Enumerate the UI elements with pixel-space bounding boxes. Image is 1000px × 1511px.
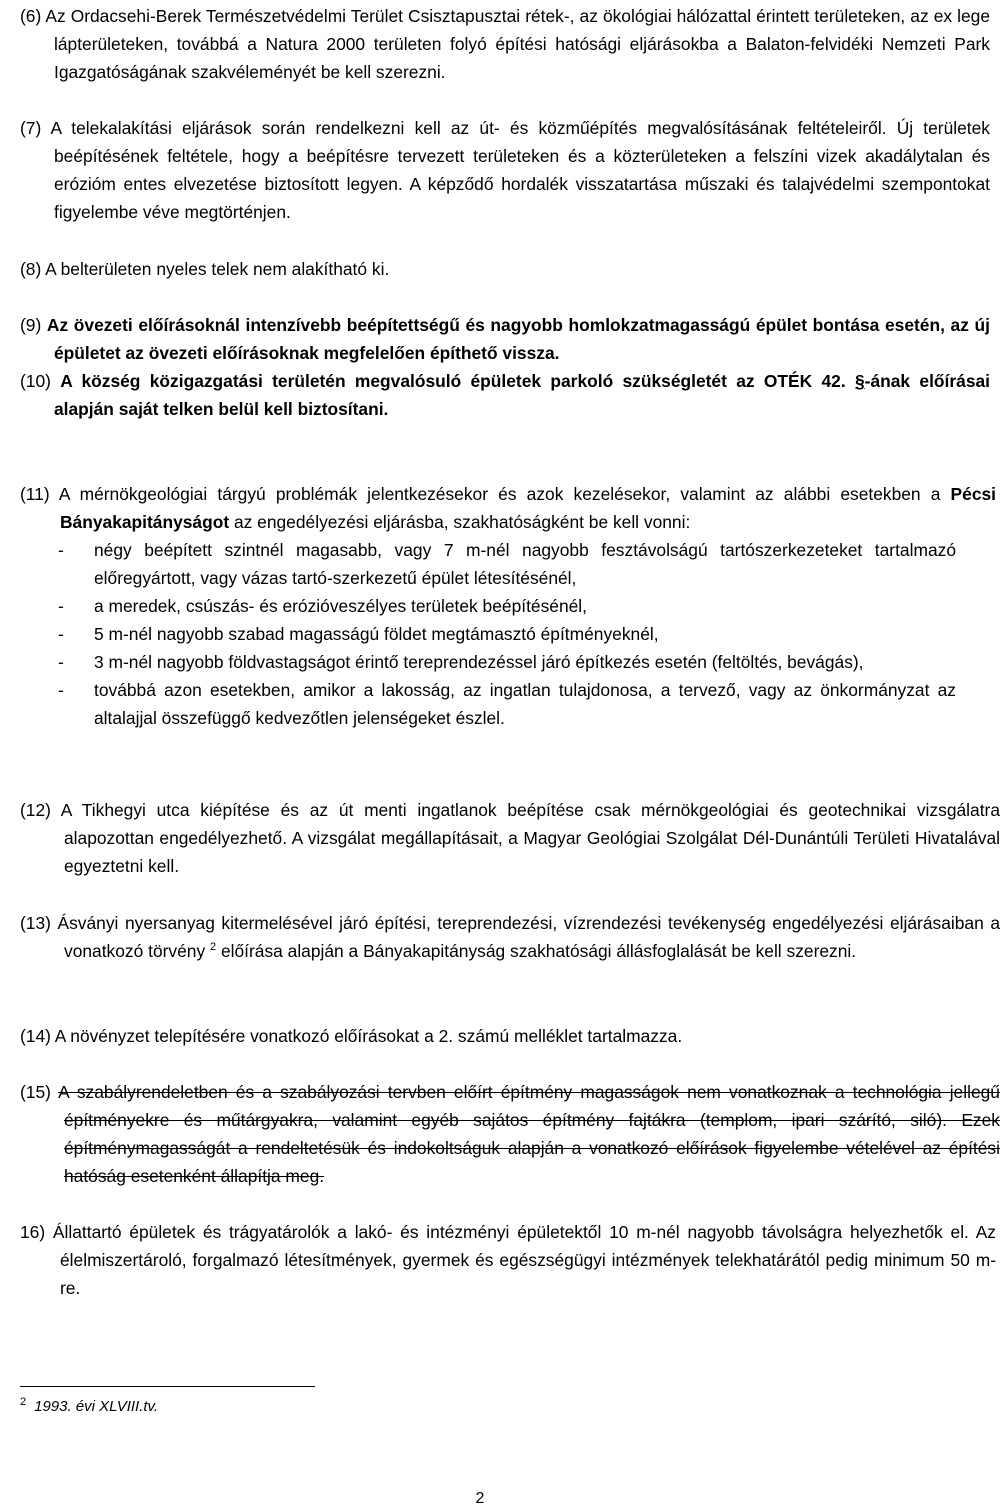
list-item-text: továbbá azon esetekben, amikor a lakosság, az ingatlan tulajdonosa, a tervező, vagy az önkormányzat az altalajjal összefüggő kedvezőtlen jelenségeket észlel. [94,680,956,728]
list-item [58,648,956,676]
list-item [58,536,956,592]
footnote-number: 2 [20,1396,27,1408]
paragraph-11-text-b: az engedélyezési eljárásba, szakhatóságként be kell vonni: [229,512,691,532]
list-dash: - [58,652,64,672]
list-item [58,676,956,732]
paragraph-15-struck-text: A szabályrendeletben és a szabályozási tervben előírt építmény magasságok nem vonatkoznak a technológia jellegű építményekre és műtárgyakra, valamint egyéb sajátos építmény fajtákra (templom, ipari szárító, siló). Ezek építménymagasságát a rendeltetésük és indokoltságuk alapján a vonatkozó előírások figyelembe vételével az építési hatóság esetenként állapítja meg. [58,1082,1000,1186]
paragraph-6: (6) Az Ordacsehi-Berek Természetvédelmi Terület Csisztapusztai rétek-, az ökológiai hálózattal érintett területeken, az ex lege lápterületeken, továbbá a Natura 2000 területen folyó építési hatósági eljárásokba a Balaton-felvidéki Nemzeti Park Igazgatóságának szakvéleményét be kell szerezni. [20,6,990,82]
list-dash: - [58,540,64,560]
paragraph-8: (8) A belterületen nyeles telek nem alakítható ki. [20,259,390,279]
list-item-text: négy beépített szintnél magasabb, vagy 7 m-nél nagyobb fesztávolságú tartószerkezeteket tartalmazó előregyártott, vagy vázas tartó-szerkezetű épület létesítésénél, [94,540,956,588]
paragraph-10-text-b: -ának előírásai alapján saját telken belül kell biztosítani. [54,371,990,419]
footnote-reference[interactable]: 2 [209,941,217,954]
page-number: 2 [475,1490,485,1507]
paragraph-10 [20,367,990,423]
list-dash: - [58,596,64,616]
paragraph-9-text: Az övezeti előírásoknál intenzívebb beépítettségű és nagyobb homlokzatmagasságú épület bontása esetén, az új épületet az övezeti előírásoknak megfelelően építhető vissza. [46,315,990,363]
list-item-text: 3 m-nél nagyobb földvastagságot érintő tereprendezéssel járó építkezés esetén (feltöltés, bevágás), [94,652,864,672]
paragraph-9 [20,311,990,367]
paragraph-16: 16) Állattartó épületek és trágyatárolók a lakó- és intézményi épületektől 10 m-nél nagyobb távolságra helyezhetők el. Az élelmiszertároló, forgalmazó létesítmények, gyermek és egészségügyi intézmények telekhatárától pedig minimum 50 m-re. [20,1222,996,1298]
paragraph-11-list [58,536,956,732]
paragraph-15-number: (15) [20,1082,59,1102]
paragraph-13 [20,909,1000,965]
list-item [58,620,956,648]
list-dash: - [58,680,64,700]
paragraph-10-number: (10) [20,371,61,391]
paragraph-13-text-b: előírása alapján a Bányakapitányság szakhatósági állásfoglalását be kell szerezni. [216,941,857,961]
footnote-separator [20,1386,315,1387]
paragraph-11-text-a: (11) A mérnökgeológiai tárgyú problémák jelentkezésekor és azok kezelésekor, valamint az alábbi esetekben a [20,484,951,504]
paragraph-10-text-a: A község közigazgatási területén megvalósuló épületek parkoló szükségletét az OTÉK 42. [60,371,855,391]
footnote-text: 1993. évi XLVIII.tv. [34,1398,159,1415]
paragraph-15 [20,1078,1000,1190]
paragraph-9-number: (9) [20,315,47,335]
list-item-text: 5 m-nél nagyobb szabad magasságú földet megtámasztó építményeknél, [94,624,659,644]
paragraph-7: (7) A telekalakítási eljárások során rendelkezni kell az út- és közműépítés megvalósításának feltételeiről. Új területek beépítésének feltétele, hogy a beépítésre tervezett területeken és a közterületeken a felszíni vizek akadálytalan és erózióm entes elvezetése biztosított legyen. A képződő hordalék visszatartása műszaki és talajvédelmi szempontokat figyelembe véve megtörténjen. [20,118,990,222]
list-dash: - [58,624,64,644]
paragraph-13-text-a: (13) Ásványi nyersanyag kitermelésével járó építési, tereprendezési, vízrendezési tevékenység engedélyezési eljárásaiban a vonatkozó törvény [20,913,1000,961]
paragraph-14: (14) A növényzet telepítésére vonatkozó előírásokat a 2. számú melléklet tartalmazza. [20,1026,683,1046]
paragraph-10-section-sign: § [855,371,865,391]
paragraph-12: (12) A Tikhegyi utca kiépítése és az út menti ingatlanok beépítése csak mérnökgeológiai és geotechnikai vizsgálatra alapozottan engedélyezhető. A vizsgálat megállapításait, a Magyar Geológiai Szolgálat Dél-Dunántúli Területi Hivatalával egyeztetni kell. [20,800,1000,876]
list-item-text: a meredek, csúszás- és erózióveszélyes területek beépítésénél, [94,596,587,616]
paragraph-11 [20,480,996,536]
paragraph-11-authority: Pécsi Bányakapitányságot [60,484,996,532]
list-item [58,592,956,620]
footnote [20,1396,158,1415]
